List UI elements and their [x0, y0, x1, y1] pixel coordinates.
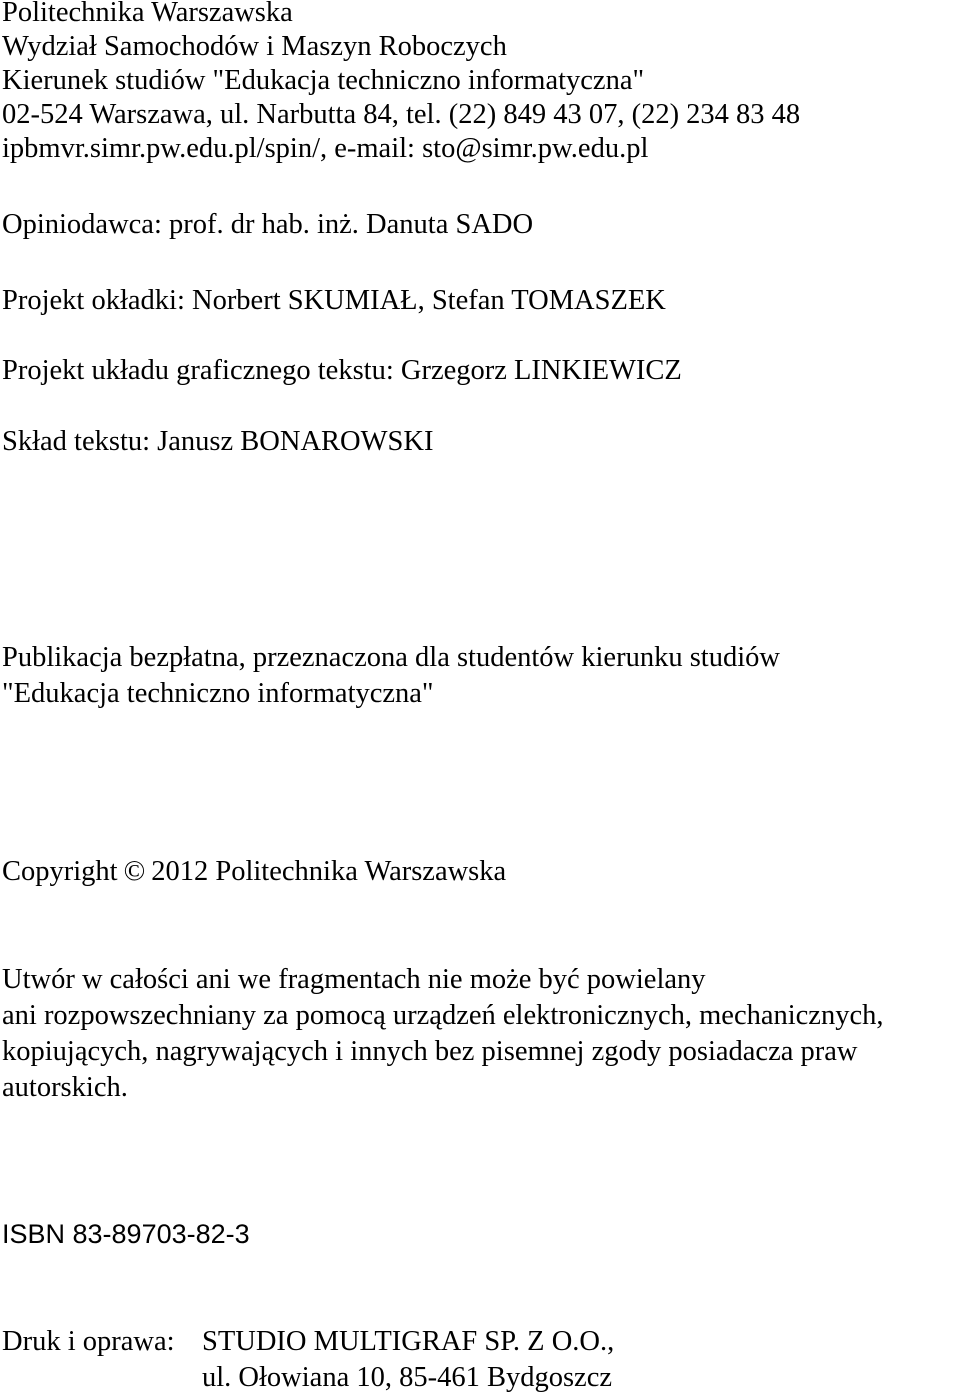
cover-design-credit: Projekt okładki: Norbert SKUMIAŁ, Stefan TOMASZEK [2, 285, 666, 316]
copyright-prefix: Copyright [2, 856, 118, 887]
layout-design-credit: Projekt układu graficznego tekstu: Grzegorz LINKIEWICZ [2, 355, 682, 386]
university-name: Politechnika Warszawska [2, 0, 293, 28]
rights-line-1: Utwór w całości ani we fragmentach nie może być powielany [2, 964, 706, 995]
web-and-email: ipbmvr.simr.pw.edu.pl/spin/, e-mail: sto@simr.pw.edu.pl [2, 133, 649, 164]
rights-line-4: autorskich. [2, 1072, 128, 1103]
rights-line-3: kopiujących, nagrywających i innych bez pisemnej zgody posiadacza praw [2, 1036, 858, 1067]
faculty-name: Wydział Samochodów i Maszyn Roboczych [2, 31, 507, 62]
printer-address: ul. Ołowiana 10, 85-461 Bydgoszcz [202, 1362, 613, 1393]
reviewer-credit: Opiniodawca: prof. dr hab. inż. Danuta SADO [2, 209, 534, 240]
copyright-notice [2, 855, 506, 889]
typesetting-credit: Skład tekstu: Janusz BONAROWSKI [2, 426, 434, 457]
publication-note-line-1: Publikacja bezpłatna, przeznaczona dla studentów kierunku studiów [2, 642, 780, 673]
postal-address: 02-524 Warszawa, ul. Narbutta 84, tel. (22) 849 43 07, (22) 234 83 48 [2, 99, 801, 130]
printing-info [2, 1325, 614, 1359]
study-program: Kierunek studiów "Edukacja techniczno informatyczna" [2, 65, 645, 96]
printing-label: Druk i oprawa: [2, 1326, 175, 1357]
printer-name: STUDIO MULTIGRAF SP. Z O.O., [202, 1326, 615, 1357]
isbn-number: ISBN 83-89703-82-3 [2, 1219, 250, 1249]
copyright-symbol-icon: © [123, 856, 146, 887]
copyright-holder: 2012 Politechnika Warszawska [151, 856, 507, 887]
publication-note-line-2: "Edukacja techniczno informatyczna" [2, 678, 434, 709]
rights-line-2: ani rozpowszechniany za pomocą urządzeń elektronicznych, mechanicznych, [2, 1000, 884, 1031]
